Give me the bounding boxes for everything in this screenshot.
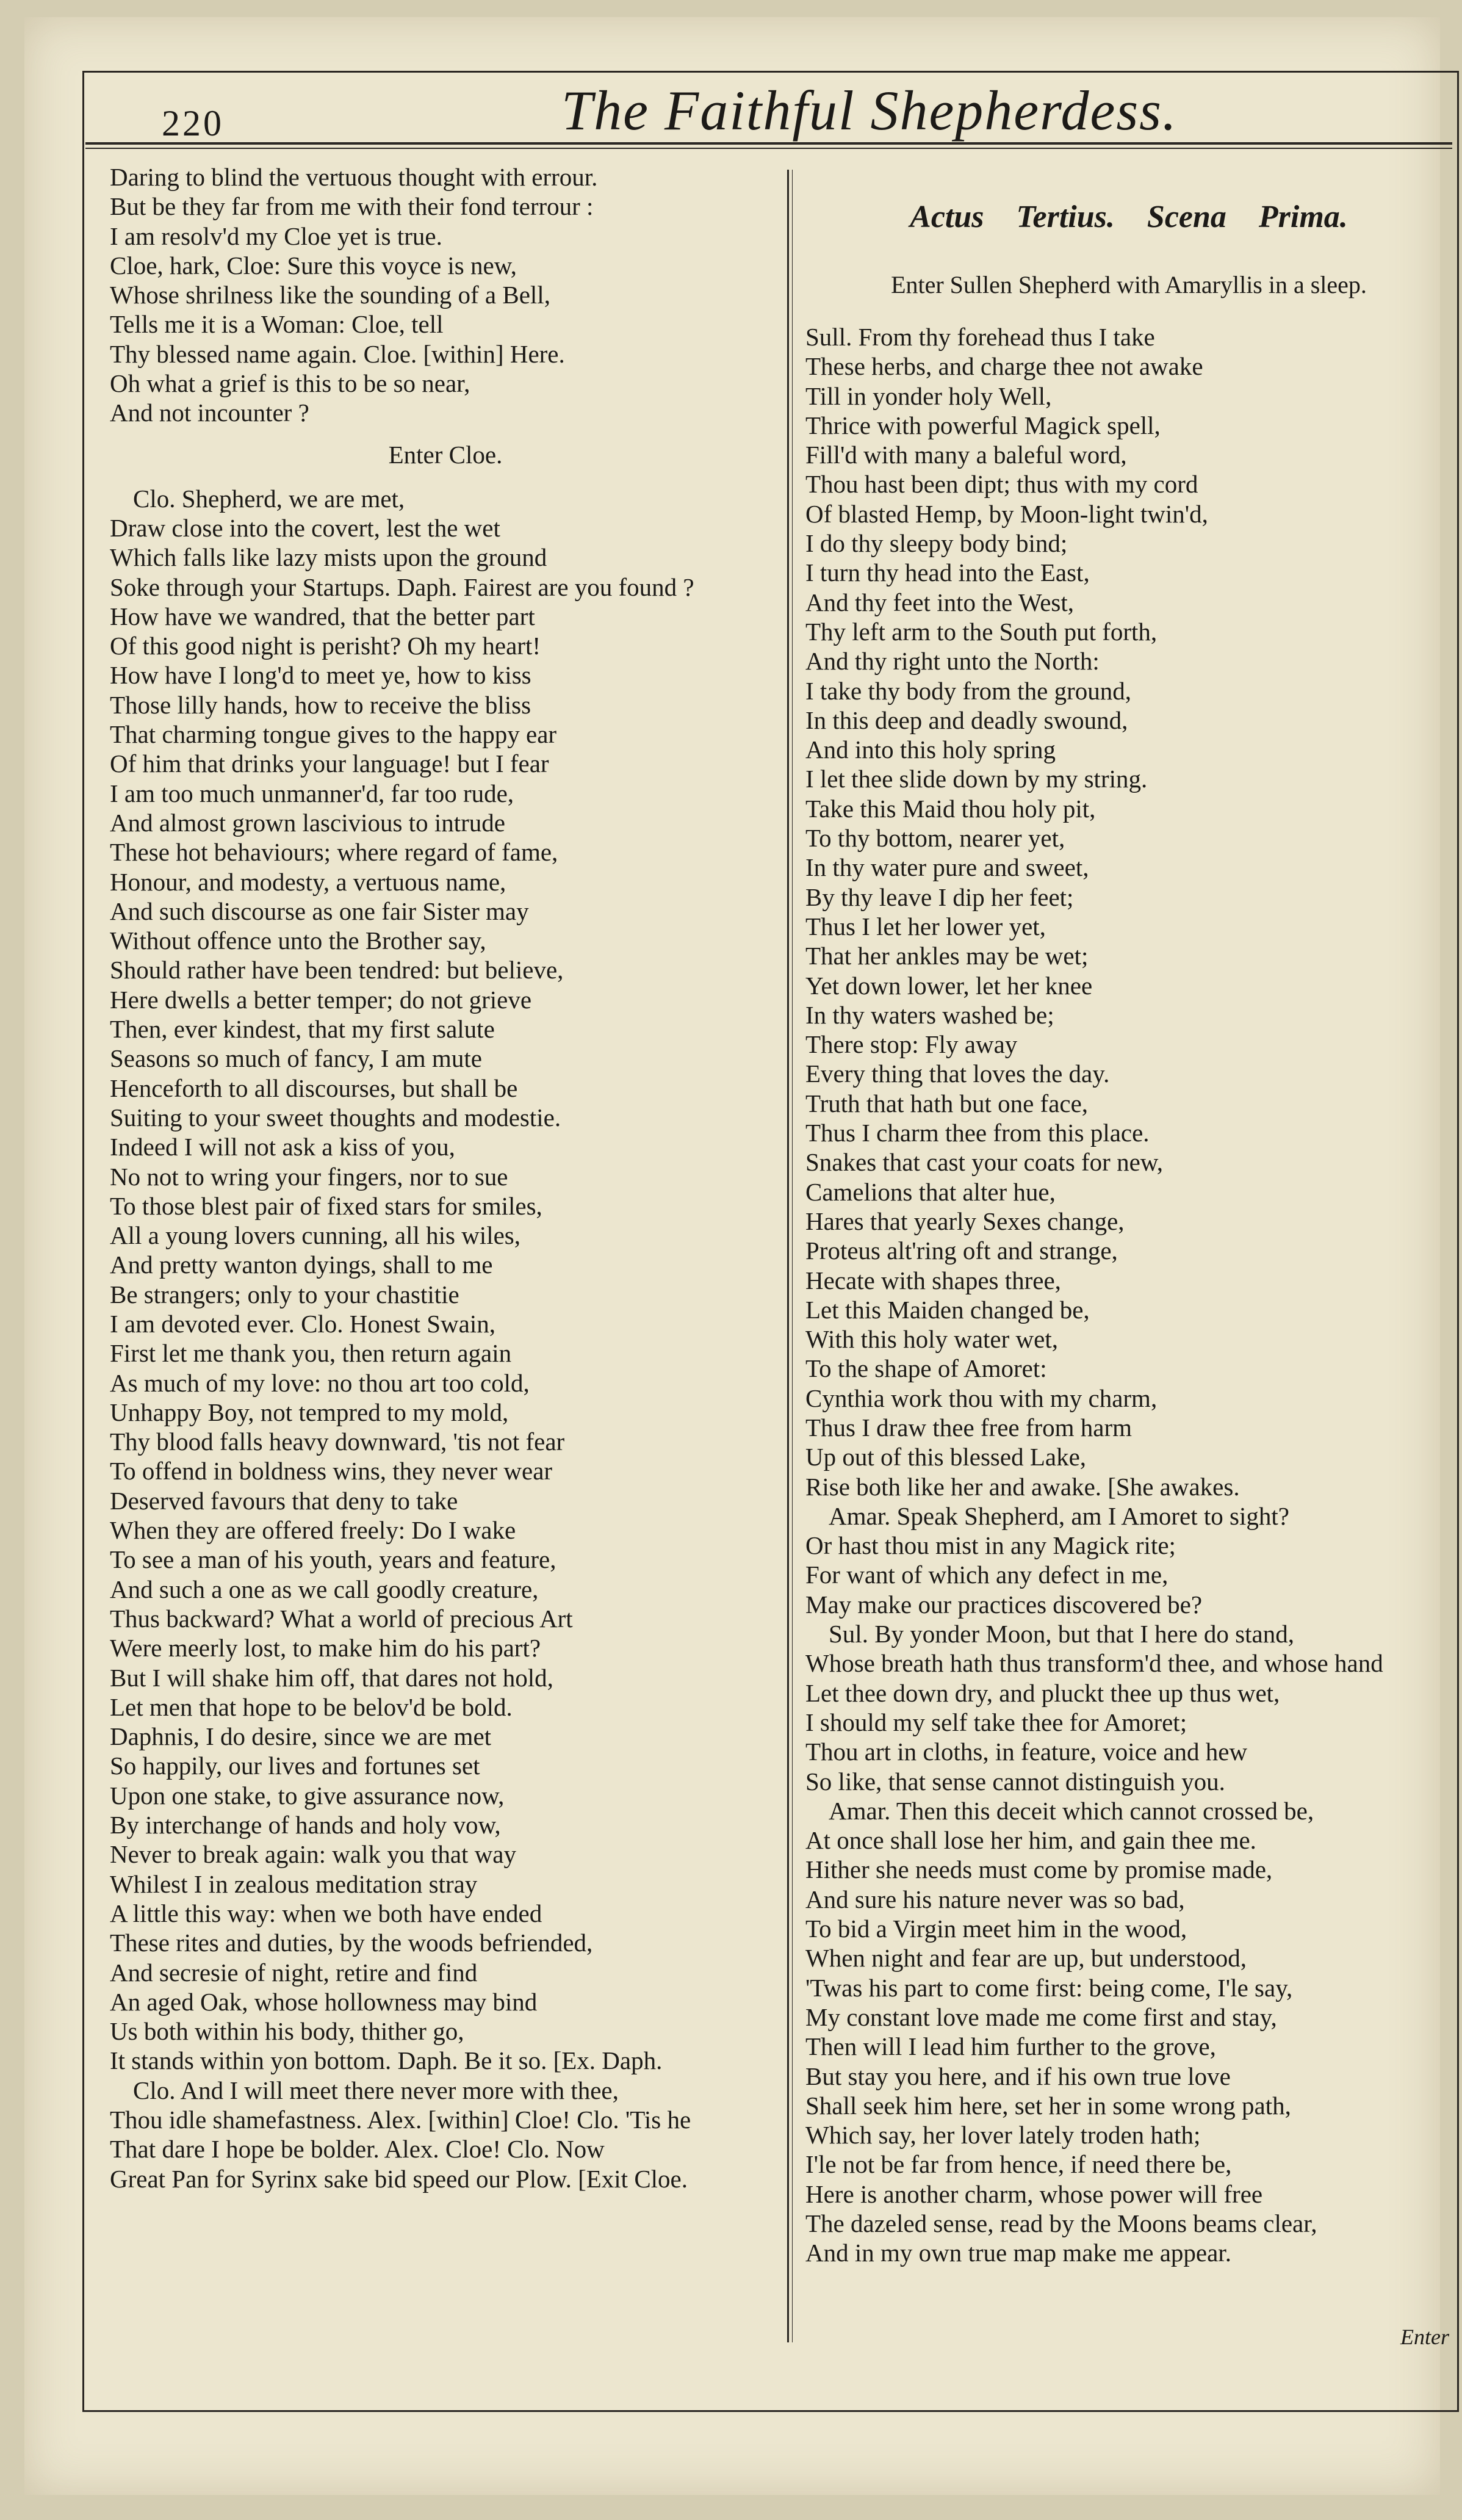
text-line: Sul. By yonder Moon, but that I here do stand, [829, 1620, 1294, 1648]
text-line: Of this good night is perisht? Oh my heart! [110, 632, 541, 660]
text-line: In thy water pure and sweet, [805, 853, 1089, 882]
text-line: All a young lovers cunning, all his wiles, [110, 1221, 520, 1250]
text-line: I am too much unmanner'd, far too rude, [110, 779, 514, 807]
text-line: Which say, her lover lately troden hath; [805, 2121, 1201, 2150]
text-line: And not incounter ? [110, 399, 309, 427]
text-line: That dare I hope be bolder. Alex. Cloe! Clo. Now [110, 2135, 605, 2164]
text-line: Hither she needs must come by promise made, [805, 1855, 1273, 1884]
text-line: Unhappy Boy, not tempred to my mold, [110, 1398, 509, 1426]
text-line: But be they far from me with their fond terrour : [110, 192, 594, 221]
text-line: Take this Maid thou holy pit, [805, 794, 1096, 823]
text-line: I'le not be far from hence, if need there be, [805, 2150, 1232, 2179]
text-line: Till in yonder holy Well, [805, 381, 1052, 410]
text-line: Shall seek him here, set her in some wrong path, [805, 2091, 1291, 2120]
text-line: Thus I let her lower yet, [805, 912, 1046, 940]
text-line: Without offence unto the Brother say, [110, 926, 486, 955]
text-line: For want of which any defect in me, [805, 1561, 1169, 1589]
text-line: Hecate with shapes three, [805, 1266, 1061, 1294]
text-line: These herbs, and charge thee not awake [805, 352, 1203, 381]
text-line: When they are offered freely: Do I wake [110, 1516, 516, 1545]
text-line: Thou art in cloths, in feature, voice and hew [805, 1738, 1248, 1766]
text-line: Thy left arm to the South put forth, [805, 617, 1158, 646]
text-line: Hares that yearly Sexes change, [805, 1207, 1125, 1235]
text-line: Be strangers; only to your chastitie [110, 1280, 459, 1309]
text-line: Soke through your Startups. Daph. Fairest are you found ? [110, 572, 694, 601]
text-line: Oh what a grief is this to be so near, [110, 369, 470, 398]
text-line: Thrice with powerful Magick spell, [805, 411, 1161, 439]
text-line: Thus I charm thee from this place. [805, 1119, 1150, 1147]
text-line: Draw close into the covert, lest the wet [110, 513, 500, 542]
text-line: That her ankles may be wet; [805, 942, 1089, 970]
page-number: 220 [162, 103, 224, 143]
column-divider-thin [792, 170, 793, 2342]
text-line: By thy leave I dip her feet; [805, 883, 1074, 911]
text-line: That charming tongue gives to the happy ear [110, 720, 557, 749]
text-line: And such discourse as one fair Sister may [110, 897, 529, 925]
text-line: A little this way: when we both have ended [110, 1899, 542, 1927]
text-line: And thy right unto the North: [805, 647, 1100, 676]
text-line: So like, that sense cannot distinguish you. [805, 1767, 1225, 1796]
text-line: I let thee slide down by my string. [805, 765, 1148, 793]
text-line: I am devoted ever. Clo. Honest Swain, [110, 1309, 495, 1338]
text-line: My constant love made me come first and stay, [805, 2002, 1277, 2031]
left-column [110, 162, 781, 2193]
text-line: Daphnis, I do desire, since we are met [110, 1722, 492, 1751]
text-line: To those blest pair of fixed stars for smiles, [110, 1191, 542, 1220]
text-line: As much of my love: no thou art too cold, [110, 1368, 530, 1397]
text-line: Thou idle shamefastness. Alex. [within] Cloe! Clo. 'Tis he [110, 2106, 691, 2134]
text-line: But I will shake him off, that dares not hold, [110, 1663, 553, 1692]
text-line: Then, ever kindest, that my first salute [110, 1015, 495, 1044]
text-line: I turn thy head into the East, [805, 558, 1090, 587]
text-line: Here dwells a better temper; do not grieve [110, 985, 532, 1014]
text-line: In this deep and deadly swound, [805, 706, 1128, 734]
text-line: Indeed I will not ask a kiss of you, [110, 1133, 455, 1161]
text-line: Honour, and modesty, a vertuous name, [110, 867, 506, 896]
text-line: I should my self take thee for Amoret; [805, 1708, 1187, 1736]
text-line: Proteus alt'ring oft and strange, [805, 1237, 1118, 1265]
text-line: Clo. Shepherd, we are met, [133, 484, 405, 513]
text-line: Us both within his body, thither go, [110, 2017, 464, 2046]
page [24, 17, 1449, 2495]
text-line: Were meerly lost, to make him do his part? [110, 1634, 541, 1663]
text-line: Suiting to your sweet thoughts and modestie. [110, 1103, 561, 1132]
text-line: Thus I draw thee free from harm [805, 1413, 1133, 1442]
text-line: To see a man of his youth, years and feature, [110, 1545, 556, 1574]
text-line: Every thing that loves the day. [805, 1060, 1110, 1088]
text-line: These rites and duties, by the woods befriended, [110, 1929, 593, 1957]
text-line: Let thee down dry, and pluckt thee up thus wet, [805, 1678, 1280, 1707]
text-line: And in my own true map make me appear. [805, 2239, 1231, 2267]
text-line: May make our practices discovered be? [805, 1590, 1203, 1619]
text-line: The dazeled sense, read by the Moons beams clear, [805, 2209, 1317, 2237]
text-line: At once shall lose her him, and gain thee me. [805, 1826, 1256, 1855]
text-line: Never to break again: walk you that way [110, 1840, 517, 1869]
text-line: Whose breath hath thus transform'd thee, and whose hand [805, 1649, 1383, 1678]
text-line: And into this holy spring [805, 735, 1056, 764]
text-line: Daring to blind the vertuous thought with errour. [110, 163, 598, 191]
text-line: Thy blood falls heavy downward, 'tis not fear [110, 1428, 565, 1456]
text-line: But stay you here, and if his own true love [805, 2062, 1231, 2090]
text-line: Should rather have been tendred: but believe, [110, 956, 564, 984]
text-line: 'Twas his part to come first: being come, I'le say, [805, 1973, 1293, 2002]
catchword: Enter [1400, 2325, 1449, 2349]
text-line: Yet down lower, let her knee [805, 971, 1093, 1000]
text-line: Whose shrilness like the sounding of a Bell, [110, 281, 550, 309]
scene-title: Scena Prima. [1147, 200, 1348, 234]
text-line: Of blasted Hemp, by Moon-light twin'd, [805, 499, 1208, 528]
text-line: And thy feet into the West, [805, 588, 1075, 616]
text-line: So happily, our lives and fortunes set [110, 1752, 480, 1780]
text-line: Those lilly hands, how to receive the bliss [110, 690, 531, 719]
text-line: And sure his nature never was so bad, [805, 1885, 1185, 1913]
text-line: Enter Cloe. [388, 440, 503, 469]
text-line: I take thy body from the ground, [805, 676, 1132, 705]
text-line: Thus backward? What a world of precious Art [110, 1604, 573, 1633]
text-line: Amar. Then this deceit which cannot crossed be, [829, 1796, 1314, 1825]
act-title: Actus Tertius. [910, 200, 1115, 234]
text-line: An aged Oak, whose hollowness may bind [110, 1987, 538, 2016]
text-line: Whilest I in zealous meditation stray [110, 1869, 478, 1898]
text-line: It stands within yon bottom. Daph. Be it so. [Ex. Daph. [110, 2046, 663, 2075]
text-line: And pretty wanton dyings, shall to me [110, 1251, 493, 1279]
text-line: I do thy sleepy body bind; [805, 529, 1068, 558]
text-line: Henceforth to all discourses, but shall be [110, 1074, 518, 1102]
text-line: Truth that hath but one face, [805, 1089, 1089, 1117]
text-line: Let men that hope to be belov'd be bold. [110, 1692, 513, 1721]
text-line: Cloe, hark, Cloe: Sure this voyce is new, [110, 251, 517, 280]
text-line: Let this Maiden changed be, [805, 1295, 1090, 1324]
text-line: Amar. Speak Shepherd, am I Amoret to sight? [829, 1501, 1289, 1530]
running-title: The Faithful Shepherdess. [561, 79, 1178, 142]
text-line: How have we wandred, that the better part [110, 602, 535, 630]
text-line: How have I long'd to meet ye, how to kiss [110, 661, 531, 690]
column-divider [787, 170, 789, 2342]
text-line: With this holy water wet, [805, 1325, 1058, 1354]
text-line: To thy bottom, nearer yet, [805, 824, 1065, 853]
text-line: There stop: Fly away [805, 1030, 1018, 1059]
text-line: Thy blessed name again. Cloe. [within] Here. [110, 339, 565, 368]
text-line: Up out of this blessed Lake, [805, 1443, 1087, 1471]
text-line: Here is another charm, whose power will free [805, 2179, 1263, 2208]
right-column [805, 322, 1446, 2268]
text-line: In thy waters washed be; [805, 1000, 1054, 1029]
text-line: Thou hast been dipt; thus with my cord [805, 470, 1198, 499]
stage-direction-enter: Enter Sullen Shepherd with Amaryllis in a sleep. [891, 271, 1367, 298]
header-rule-thin [85, 148, 1452, 149]
text-line: Great Pan for Syrinx sake bid speed our Plow. [Exit Cloe. [110, 2164, 688, 2193]
text-line: Deserved favours that deny to take [110, 1486, 458, 1515]
text-line: And almost grown lascivious to intrude [110, 808, 505, 837]
text-line: To the shape of Amoret: [805, 1354, 1047, 1383]
text-line: Sull. From thy forehead thus I take [805, 323, 1155, 351]
text-line: To bid a Virgin meet him in the wood, [805, 1915, 1187, 1943]
text-line: No not to wring your fingers, nor to sue [110, 1162, 508, 1191]
text-line: Or hast thou mist in any Magick rite; [805, 1531, 1176, 1560]
text-line: Which falls like lazy mists upon the ground [110, 543, 547, 572]
text-line: Camelions that alter hue, [805, 1177, 1056, 1206]
text-line: Tells me it is a Woman: Cloe, tell [110, 310, 444, 339]
text-line: Clo. And I will meet there never more with thee, [133, 2076, 619, 2104]
text-line: Rise both like her and awake. [She awakes. [805, 1472, 1240, 1501]
text-line: Then will I lead him further to the grove, [805, 2032, 1216, 2061]
text-line: Fill'd with many a baleful word, [805, 441, 1127, 469]
text-line: Seasons so much of fancy, I am mute [110, 1044, 482, 1073]
text-line: First let me thank you, then return again [110, 1339, 512, 1368]
text-line: These hot behaviours; where regard of fame, [110, 838, 558, 867]
text-line: Snakes that cast your coats for new, [805, 1148, 1163, 1177]
text-line: Of him that drinks your language! but I fear [110, 749, 549, 778]
text-line: I am resolv'd my Cloe yet is true. [110, 222, 442, 250]
act-scene-heading [812, 199, 1446, 235]
text-line: And such a one as we call goodly creature, [110, 1575, 539, 1603]
text-line: By interchange of hands and holy vow, [110, 1811, 501, 1839]
text-line: To offend in boldness wins, they never wear [110, 1457, 553, 1486]
text-line: Cynthia work thou with my charm, [805, 1384, 1158, 1412]
text-line: And secresie of night, retire and find [110, 1958, 478, 1987]
text-line: Upon one stake, to give assurance now, [110, 1781, 505, 1810]
text-line: When night and fear are up, but understood, [805, 1944, 1247, 1973]
